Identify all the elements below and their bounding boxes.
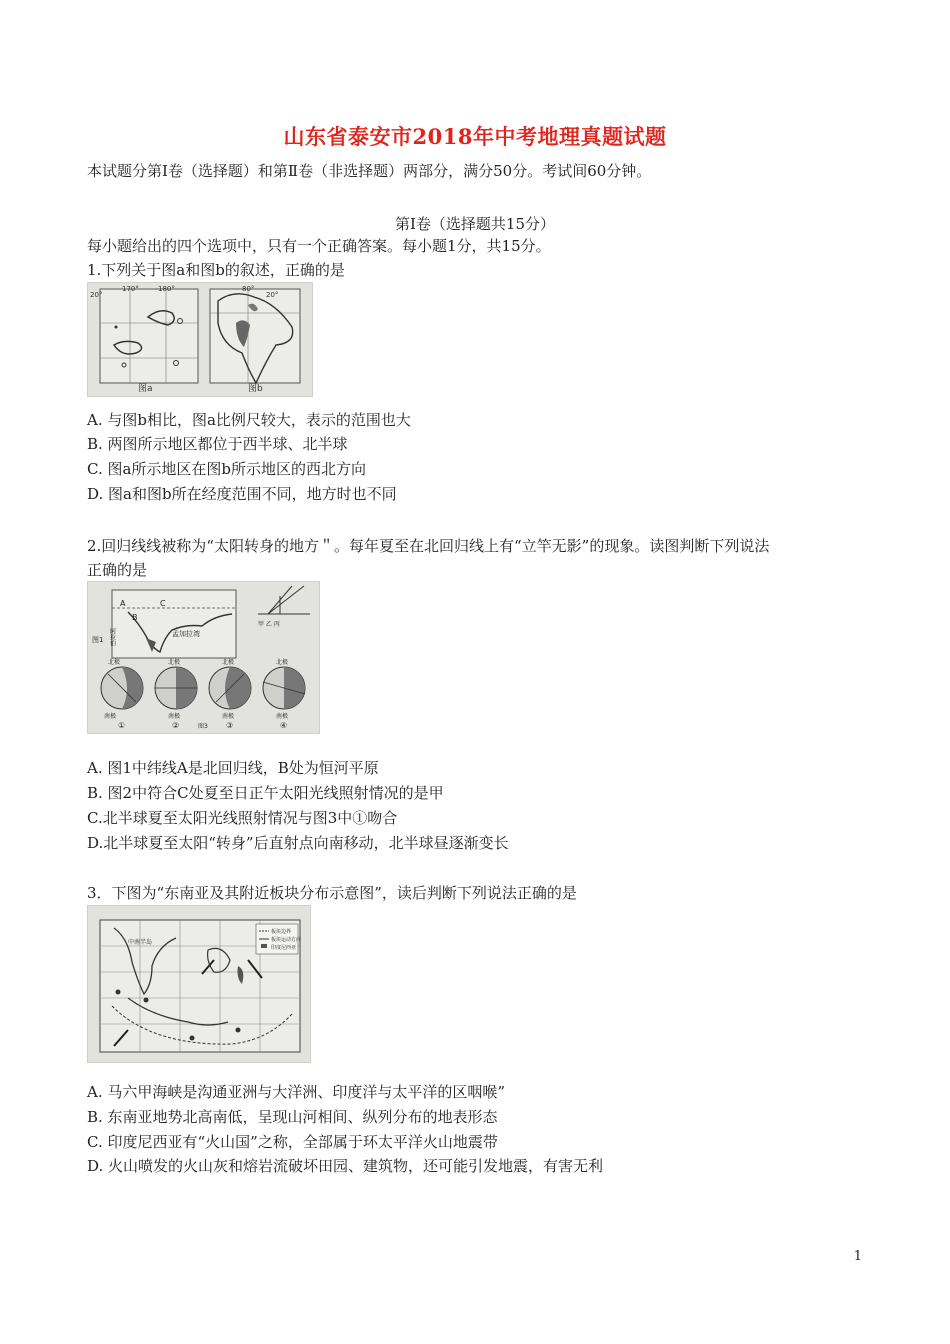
globe-3-number: ③ <box>226 721 234 730</box>
question-3-option-b: B. 东南亚地势北高南低，呈现山河相间、纵列分布的地表形态 <box>87 1108 498 1126</box>
globe-3-south: 南极 <box>222 713 235 720</box>
globe-1 <box>101 667 143 709</box>
exam-intro: 本试题分第Ⅰ卷（选择题）和第Ⅱ卷（非选择题）两部分，满分50分。考试间60分钟。 <box>87 162 652 180</box>
question-1-option-c: C. 图a所示地区在图b所示地区的西北方向 <box>87 460 367 478</box>
legend-boundary: 板块边界 <box>271 929 292 935</box>
globe-1-north: 北极 <box>108 659 121 666</box>
map-a-lon1: 170° <box>122 285 139 293</box>
question-2-figure <box>87 581 320 734</box>
globe-3-north: 北极 <box>222 659 235 666</box>
figure-3-label: 图3 <box>198 723 208 730</box>
map-a-b-illustration <box>88 283 312 396</box>
question-1-stem: 1.下列关于图a和图b的叙述，正确的是 <box>87 261 345 279</box>
question-3-figure <box>87 905 311 1063</box>
globe-2-number: ② <box>172 721 180 730</box>
question-1-figure <box>87 282 313 397</box>
sun-ray-labels: 甲 乙 丙 <box>258 621 280 628</box>
question-2-option-c: C.北半球夏至太阳光线照射情况与图3中①吻合 <box>87 809 398 827</box>
point-a-label: A <box>120 599 126 608</box>
map-a-lat: 20° <box>90 291 103 299</box>
point-b-label: B <box>132 613 138 622</box>
question-1-option-a: A. 与图b相比，图a比例尺较大，表示的范围也大 <box>87 411 411 429</box>
question-2-option-d: D.北半球夏至太阳“转身”后直射点向南移动，北半球昼逐渐变长 <box>87 834 509 852</box>
section-instructions: 每小题给出的四个选项中，只有一个正确答案。每小题1分，共15分。 <box>87 237 551 255</box>
globe-4 <box>263 667 305 709</box>
globe-4-number: ④ <box>280 721 288 730</box>
question-2-stem-line2: 正确的是 <box>87 561 148 579</box>
globe-2 <box>155 667 197 709</box>
southeast-asia-map <box>88 906 310 1062</box>
globe-4-north: 北极 <box>276 659 289 666</box>
question-3-stem: 3．下图为“东南亚及其附近板块分布示意图”，读后判断下列说法正确的是 <box>87 884 577 902</box>
question-3-option-c: C. 印度尼西亚有“火山国”之称，全部属于环太平洋火山地震带 <box>87 1133 498 1151</box>
question-1-option-b: B. 两图所示地区都位于西半球、北半球 <box>87 435 348 453</box>
question-3-option-d: D. 火山喷发的火山灰和熔岩流破坏田园、建筑物，还可能引发地震，有害无利 <box>87 1157 604 1175</box>
question-2-option-a: A. 图1中纬线A是北回归线，B处为恒河平原 <box>87 759 379 777</box>
map-b-lon: 80° <box>242 285 255 293</box>
question-3-option-a: A. 马六甲海峡是沟通亚洲与大洋洲、印度洋与太平洋的区咽喉” <box>87 1083 506 1101</box>
map-b-caption: 图b <box>248 384 263 394</box>
question-2-stem-line1: 2.回归线线被称为“太阳转身的地方＂。每年夏至在北回归线上有“立竿无影”的现象。读图判断下列说法 <box>87 537 770 555</box>
solar-illustration <box>88 582 319 733</box>
peninsula-label: 中南半岛 <box>128 939 153 946</box>
globe-2-north: 北极 <box>168 659 181 666</box>
page-number: 1 <box>853 1249 862 1264</box>
section-title: 第Ⅰ卷（选择题共15分） <box>394 215 555 233</box>
map-a-lon2: 180° <box>158 285 175 293</box>
question-1-option-d: D. 图a和图b所在经度范围不同，地方时也不同 <box>87 485 397 503</box>
map-a-caption: 图a <box>138 384 153 394</box>
page-title: 山东省泰安市2018年中考地理真题试题 <box>283 124 667 149</box>
globe-4-south: 南极 <box>276 713 289 720</box>
globe-1-number: ① <box>118 721 126 730</box>
globe-1-south: 南极 <box>104 713 117 720</box>
legend-motion: 板块运动方向 <box>271 937 302 943</box>
point-c-label: C <box>160 599 166 608</box>
region-v-label: 阿拉伯 <box>108 628 116 646</box>
legend-indonesia: 印度尼西亚 <box>271 945 297 951</box>
question-2-option-b: B. 图2中符合C处夏至日正午太阳光线照射情况的是甲 <box>87 784 444 802</box>
map-b-lat: 20° <box>266 291 279 299</box>
region-label: 孟加拉湾 <box>172 630 200 638</box>
globe-3 <box>209 667 251 709</box>
figure-1-label: 图1 <box>92 636 104 644</box>
globe-2-south: 南极 <box>168 713 181 720</box>
